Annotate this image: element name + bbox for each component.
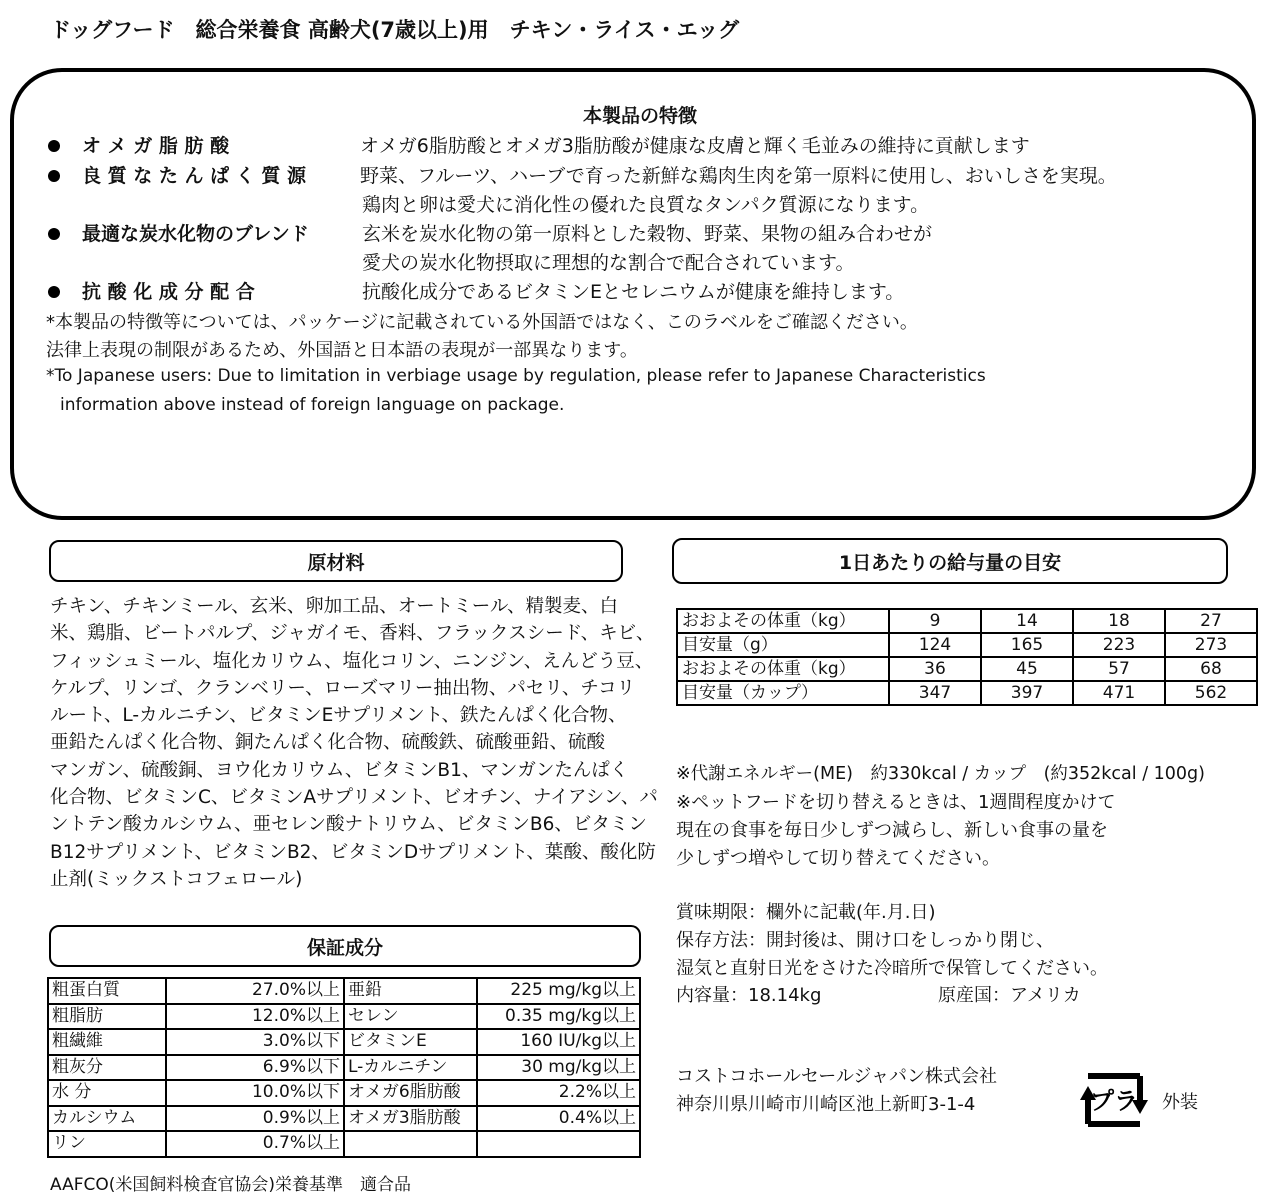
- table-row: [48, 1106, 640, 1132]
- nutrient-name: 粗灰分: [48, 1055, 166, 1081]
- feeding-value: 18: [1073, 609, 1165, 633]
- nutrient-name: 粗繊維: [48, 1029, 166, 1055]
- feeding-value: 124: [889, 633, 981, 657]
- ingredients-line: フィッシュミール、塩化カリウム、塩化コリン、ニンジン、えんどう豆、: [50, 650, 654, 672]
- ingredients-line: マンガン、硫酸銅、ヨウ化カリウム、ビタミンB1、マンガンたんぱく: [50, 759, 629, 781]
- feature-carbs: [48, 219, 352, 246]
- features-heading: 本製品の特徴: [582, 105, 697, 127]
- company-name: コストコホールセールジャパン株式会社: [676, 1066, 998, 1087]
- table-row: [48, 1004, 640, 1030]
- feature-text: 愛犬の炭水化物摂取に理想的な割合で配合されています。: [362, 252, 855, 274]
- feeding-value: 223: [1073, 633, 1165, 657]
- table-row: [48, 1080, 640, 1106]
- feature-label: オ メ ガ 脂 肪 酸: [82, 135, 230, 157]
- nutrient-value: 0.4%以上: [477, 1106, 640, 1132]
- switch-note: ※ペットフードを切り替えるときは、1週間程度かけて: [676, 792, 1116, 813]
- feature-label: 抗 酸 化 成 分 配 合: [82, 281, 255, 303]
- ingredients-line: 米、鶏脂、ビートパルプ、ジャガイモ、香料、フラックスシード、キビ、: [50, 623, 655, 645]
- bullet-icon: [48, 140, 60, 152]
- nutrient-name: 水 分: [48, 1080, 166, 1106]
- table-row: [677, 681, 1257, 705]
- feature-text: 鶏肉と卵は愛犬に消化性の優れた良質なタンパク質源になります。: [362, 194, 930, 216]
- feature-label: 良 質 な た ん ぱ く 質 源: [82, 165, 306, 187]
- nutrient-value: 3.0%以下: [166, 1029, 344, 1055]
- table-row: [677, 633, 1257, 657]
- feeding-value: 562: [1165, 681, 1257, 705]
- nutrient-name: 粗蛋白質: [48, 978, 166, 1004]
- feeding-value: 45: [981, 657, 1073, 681]
- recycle-label: 外装: [1162, 1092, 1198, 1113]
- feature-note-english: information above instead of foreign language on package.: [60, 395, 565, 415]
- feeding-value: 27: [1165, 609, 1257, 633]
- product-title: ドッグフード 総合栄養食 高齢犬(7歳以上)用 チキン・ライス・エッグ: [50, 18, 740, 42]
- bullet-icon: [48, 170, 60, 182]
- recycle-mark-text: プラ: [1090, 1087, 1138, 1115]
- feeding-value: 9: [889, 609, 981, 633]
- ingredients-line: 止剤(ミックストコフェロール): [50, 868, 303, 890]
- nutrient-value: 0.35 mg/kg以上: [477, 1004, 640, 1030]
- ingredients-line: 化合物、ビタミンC、ビタミンAサプリメント、ビオチン、ナイアシン、パ: [50, 787, 658, 809]
- feature-text: 抗酸化成分であるビタミンEとセレニウムが健康を維持します。: [362, 281, 905, 303]
- ingredients-line: チキン、チキンミール、玄米、卵加工品、オートミール、精製麦、白: [50, 596, 618, 617]
- feeding-value: 165: [981, 633, 1073, 657]
- feeding-value: 397: [981, 681, 1073, 705]
- storage-method: 湿気と直射日光をさけた冷暗所で保管してください。: [676, 958, 1108, 979]
- nutrient-value: 0.9%以上: [166, 1106, 344, 1132]
- feeding-label: おおよその体重（kg）: [677, 657, 889, 681]
- table-row: [677, 657, 1257, 681]
- nutrient-name: L-カルニチン: [344, 1055, 477, 1081]
- feature-note: *本製品の特徴等については、パッケージに記載されている外国語ではなく、このラベルをご確認ください。: [46, 312, 918, 333]
- nutrient-value: 10.0%以下: [166, 1080, 344, 1106]
- nutrient-name: セレン: [344, 1004, 477, 1030]
- feature-text: 野菜、フルーツ、ハーブで育った新鮮な鶏肉生肉を第一原料に使用し、おいしさを実現。: [360, 165, 1117, 187]
- ingredients-list: [50, 593, 658, 893]
- feeding-value: 36: [889, 657, 981, 681]
- guaranteed-heading: 保証成分: [49, 925, 641, 967]
- energy-note: ※代謝エネルギー(ME) 約330kcal / カップ (約352kcal / 100g): [676, 764, 1205, 784]
- ingredients-heading: 原材料: [49, 540, 623, 582]
- nutrient-name: オメガ3脂肪酸: [344, 1106, 477, 1132]
- bullet-icon: [48, 286, 60, 298]
- table-row: [48, 1131, 640, 1157]
- table-row: [48, 978, 640, 1004]
- nutrient-name: 亜鉛: [344, 978, 477, 1004]
- feature-text: 玄米を炭水化物の第一原料とした穀物、野菜、果物の組み合わせが: [362, 223, 933, 245]
- feature-note: 法律上表現の制限があるため、外国語と日本語の表現が一部異なります。: [46, 340, 638, 361]
- net-content: 内容量：18.14kg: [676, 985, 822, 1006]
- storage-method: 保存方法：開封後は、開け口をしっかり閉じ、: [676, 930, 1054, 951]
- feeding-label: おおよその体重（kg）: [677, 609, 889, 633]
- table-row: [677, 609, 1257, 633]
- feeding-value: 273: [1165, 633, 1257, 657]
- switch-note: 少しずつ増やして切り替えてください。: [676, 848, 1000, 869]
- nutrient-name: カルシウム: [48, 1106, 166, 1132]
- aafco-note: AAFCO(米国飼料検査官協会)栄養基準 適合品: [50, 1175, 412, 1195]
- nutrient-name: オメガ6脂肪酸: [344, 1080, 477, 1106]
- nutrient-value: 225 mg/kg以上: [477, 978, 640, 1004]
- nutrient-name: 粗脂肪: [48, 1004, 166, 1030]
- ingredients-line: ケルプ、リンゴ、クランベリー、ローズマリー抽出物、パセリ、チコリ: [50, 677, 636, 699]
- feature-omega: [48, 131, 352, 158]
- feeding-value: 57: [1073, 657, 1165, 681]
- feeding-value: 471: [1073, 681, 1165, 705]
- feature-protein: [48, 161, 352, 188]
- feature-text: オメガ6脂肪酸とオメガ3脂肪酸が健康な皮膚と輝く毛並みの維持に貢献します: [360, 135, 1030, 157]
- ingredients-line: ントテン酸カルシウム、亜セレン酸ナトリウム、ビタミンB6、ビタミン: [50, 814, 647, 836]
- feeding-value: 14: [981, 609, 1073, 633]
- feature-note-english: *To Japanese users: Due to limitation in verbiage usage by regulation, please refer to Japanese Characteristics: [46, 366, 986, 386]
- table-row: [48, 1055, 640, 1081]
- nutrient-name: [344, 1131, 477, 1157]
- feeding-value: 68: [1165, 657, 1257, 681]
- nutrient-value: 30 mg/kg以上: [477, 1055, 640, 1081]
- nutrient-value: 2.2%以上: [477, 1080, 640, 1106]
- country-of-origin: 原産国：アメリカ: [938, 985, 1081, 1006]
- nutrient-value: 0.7%以上: [166, 1131, 344, 1157]
- expiry-date: 賞味期限：欄外に記載(年.月.日): [676, 902, 936, 923]
- nutrient-value: 12.0%以上: [166, 1004, 344, 1030]
- nutrient-value: 27.0%以上: [166, 978, 344, 1004]
- feeding-table: [676, 608, 1258, 706]
- feeding-value: 347: [889, 681, 981, 705]
- nutrient-value: [477, 1131, 640, 1157]
- ingredients-line: B12サプリメント、ビタミンB2、ビタミンDサプリメント、葉酸、酸化防: [50, 841, 656, 863]
- plastic-recycle-icon: [1074, 1064, 1154, 1136]
- feature-antioxidant: [48, 277, 352, 304]
- company-address: 神奈川県川崎市川崎区池上新町3-1-4: [676, 1094, 976, 1115]
- nutrient-name: リン: [48, 1131, 166, 1157]
- feature-label: 最適な炭水化物のブレンド: [82, 223, 309, 245]
- ingredients-line: ルート、L-カルニチン、ビタミンEサプリメント、鉄たんぱく化合物、: [50, 705, 627, 727]
- guaranteed-table: [47, 977, 641, 1158]
- ingredients-line: 亜鉛たんぱく化合物、銅たんぱく化合物、硫酸鉄、硫酸亜鉛、硫酸: [50, 732, 606, 754]
- feeding-label: 目安量（g）: [677, 633, 889, 657]
- bullet-icon: [48, 228, 60, 240]
- nutrient-value: 6.9%以下: [166, 1055, 344, 1081]
- feeding-label: 目安量（カップ）: [677, 681, 889, 705]
- switch-note: 現在の食事を毎日少しずつ減らし、新しい食事の量を: [676, 820, 1108, 841]
- nutrient-name: ビタミンE: [344, 1029, 477, 1055]
- table-row: [48, 1029, 640, 1055]
- feeding-heading: 1日あたりの給与量の目安: [672, 538, 1228, 584]
- nutrient-value: 160 IU/kg以上: [477, 1029, 640, 1055]
